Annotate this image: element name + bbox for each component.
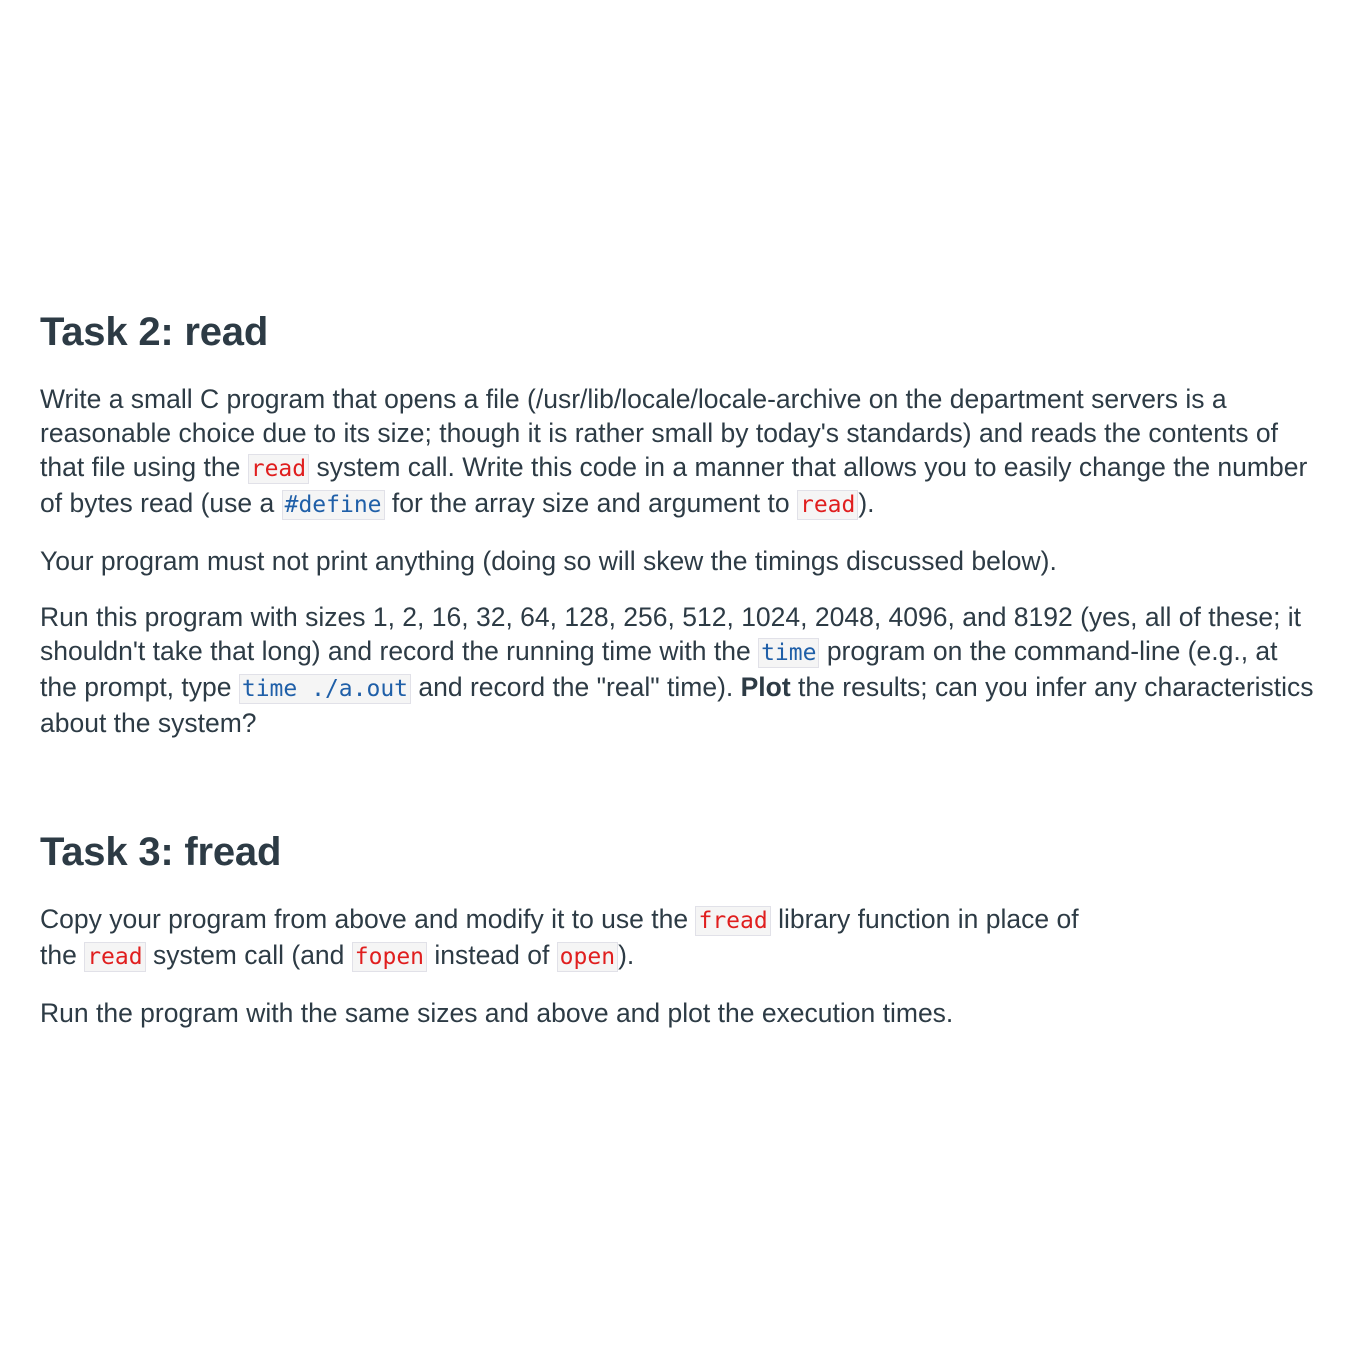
task3-p1-text-1: Copy your program from above and modify it to use the [40, 904, 696, 934]
code-fread: fread [695, 906, 770, 936]
task3-paragraph-instructions [40, 902, 1320, 974]
task3-p1-text-2: library function in place of [770, 904, 1079, 934]
code-time-aout: time ./a.out [239, 674, 411, 704]
task2-p1-text-2: system call. Write this code in a manner that allows you to easily change the number of bytes read (use a [40, 452, 1308, 518]
code-read-3: read [84, 942, 145, 972]
task3-p1-text-5: ). [618, 940, 635, 970]
code-open: open [557, 942, 618, 972]
task2-p3-text-4: the results; can you infer any characteristics about the system? [40, 672, 1314, 738]
task3-heading: Task 3: fread [40, 830, 282, 874]
task2-p3-text-3: and record the "real" time). [411, 672, 741, 702]
code-read: read [248, 454, 309, 484]
bold-plot: Plot [740, 672, 791, 702]
assignment-content [40, 306, 1320, 1052]
code-define: #define [282, 490, 385, 520]
task3-p1-text-4: instead of [427, 940, 557, 970]
task2-p3-text-2: program on the command-line (e.g., at the prompt, type [40, 636, 1278, 702]
task3-p1-text-3: system call (and [145, 940, 352, 970]
task3-paragraph-run: Run the program with the same sizes and above and plot the execution times. [40, 998, 954, 1028]
task2-paragraph-run [40, 600, 1320, 740]
task2-p1-text-3: for the array size and argument to [384, 488, 797, 518]
task3-p1-text-2b: the [40, 940, 85, 970]
task2-p1-text-1: Write a small C program that opens a file (/usr/lib/locale/locale-archive on the department servers is a reasonable choice due to its size; though it is rather small by today's standards) and reads the contents of that file using the [40, 384, 1279, 482]
task2-paragraph-instructions [40, 382, 1320, 522]
code-read-2: read [797, 490, 858, 520]
task2-p3-text-1: Run this program with sizes 1, 2, 16, 32, 64, 128, 256, 512, 1024, 2048, 4096, and 8192 (yes, all of these; it shouldn't take that long) and record the running time with the [40, 602, 1302, 666]
section-spacer [40, 762, 1320, 826]
code-fopen: fopen [352, 942, 427, 972]
task2-p1-text-4: ). [858, 488, 875, 518]
code-time: time [758, 638, 819, 668]
task2-paragraph-no-print: Your program must not print anything (doing so will skew the timings discussed below). [40, 546, 1057, 576]
task2-heading: Task 2: read [40, 310, 269, 354]
